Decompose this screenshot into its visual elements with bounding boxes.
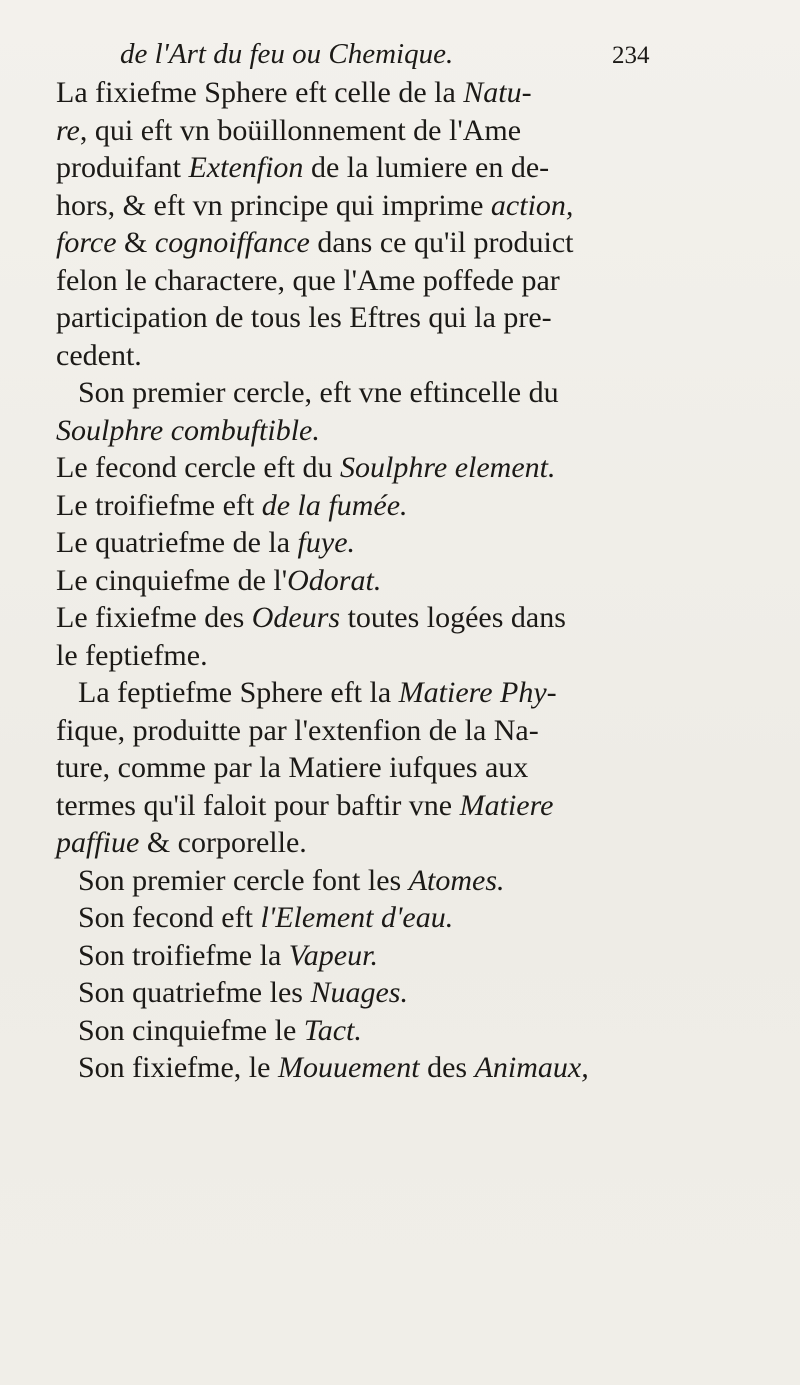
- text-segment: Son fecond eft: [78, 901, 261, 934]
- text-segment: felon le charactere, que l'Ame poffede par: [56, 263, 560, 297]
- text-segment: ture, comme par la Matiere iufques aux: [56, 751, 529, 784]
- text-line: [56, 262, 776, 300]
- body-text: [56, 74, 776, 1087]
- italic-segment: de la fumée.: [261, 488, 408, 522]
- italic-segment: Extenfion: [188, 151, 304, 184]
- text-segment: Le quatriefme de la: [56, 526, 298, 559]
- text-line: [56, 224, 776, 262]
- italic-segment: Matiere Phy-: [398, 676, 557, 709]
- text-line: [56, 562, 776, 600]
- text-line: [56, 449, 776, 487]
- text-line: [56, 712, 776, 750]
- italic-segment: paffiue: [56, 826, 140, 859]
- italic-segment: Vapeur.: [288, 938, 378, 972]
- text-line: [56, 487, 776, 525]
- text-line: [56, 974, 776, 1012]
- italic-segment: Nuages.: [310, 976, 408, 1009]
- italic-segment: Matiere: [459, 788, 554, 822]
- text-segment: Son fixiefme, le: [78, 1051, 278, 1084]
- text-segment: Le troifiefme eft: [56, 488, 262, 522]
- text-segment: , qui eft vn boüillonnement de l'Ame: [79, 113, 522, 147]
- italic-segment: l'Element d'eau.: [260, 901, 454, 934]
- text-line: [56, 637, 776, 675]
- text-segment: le feptiefme.: [56, 638, 208, 672]
- text-line: [56, 937, 776, 975]
- text-line: [56, 374, 776, 412]
- italic-segment: Atomes.: [408, 863, 505, 897]
- text-segment: des: [419, 1051, 475, 1084]
- text-line: [56, 1012, 776, 1050]
- text-segment: &: [116, 226, 155, 259]
- text-segment: La fixiefme Sphere eft celle de la: [56, 76, 464, 109]
- text-line: [56, 524, 776, 562]
- text-segment: fique, produitte par l'extenfion de la Na-: [56, 713, 539, 747]
- text-segment: Le fixiefme des: [56, 601, 252, 634]
- italic-segment: Soulphre element.: [340, 451, 556, 484]
- text-segment: participation de tous les Eftres qui la pre-: [56, 301, 552, 334]
- text-line: [56, 749, 776, 787]
- text-line: [56, 74, 776, 112]
- text-line: [56, 112, 776, 150]
- text-line: [56, 599, 776, 637]
- text-segment: Son premier cercle, eft vne eftincelle du: [78, 376, 559, 409]
- italic-segment: Animaux,: [474, 1051, 589, 1084]
- text-line: [56, 1049, 776, 1087]
- text-line: [56, 899, 776, 937]
- italic-segment: Odorat.: [287, 563, 382, 597]
- text-segment: Le cinquiefme de l': [56, 563, 288, 597]
- page-number: 234: [612, 42, 650, 69]
- text-segment: toutes logées dans: [340, 601, 566, 634]
- italic-segment: Soulphre combuftible.: [56, 413, 320, 447]
- italic-segment: cognoiffance: [154, 226, 310, 259]
- text-line: [56, 412, 776, 450]
- text-segment: termes qu'il faloit pour baftir vne: [56, 788, 460, 822]
- italic-segment: Odeurs: [251, 601, 341, 634]
- text-line: [56, 337, 776, 375]
- text-line: [56, 824, 776, 862]
- text-segment: produifant: [56, 151, 189, 184]
- text-segment: Son quatriefme les: [78, 976, 311, 1009]
- text-line: [56, 299, 776, 337]
- running-title: de l'Art du feu ou Chemique.: [120, 38, 454, 70]
- italic-segment: re: [56, 113, 80, 147]
- italic-segment: fuye.: [297, 526, 356, 559]
- text-segment: Son cinquiefme le: [78, 1013, 304, 1047]
- text-line: [56, 862, 776, 900]
- running-head: [0, 30, 800, 80]
- text-segment: Son troifiefme la: [78, 938, 289, 972]
- text-line: [56, 787, 776, 825]
- italic-segment: Tact.: [303, 1013, 362, 1047]
- italic-segment: Mouuement: [277, 1051, 420, 1084]
- text-segment: & corporelle.: [139, 826, 307, 859]
- text-segment: Son premier cercle font les: [78, 863, 409, 897]
- text-segment: hors, & eft vn principe qui imprime: [56, 188, 491, 222]
- italic-segment: action,: [490, 188, 574, 222]
- text-segment: Le fecond cercle eft du: [56, 451, 340, 484]
- text-segment: dans ce qu'il produict: [309, 226, 574, 259]
- italic-segment: force: [56, 226, 117, 259]
- text-segment: de la lumiere en de-: [303, 151, 550, 184]
- text-line: [56, 674, 776, 712]
- text-line: [56, 187, 776, 225]
- text-segment: cedent.: [56, 338, 142, 372]
- text-line: [56, 149, 776, 187]
- text-segment: La feptiefme Sphere eft la: [78, 676, 399, 709]
- italic-segment: Natu-: [463, 76, 532, 109]
